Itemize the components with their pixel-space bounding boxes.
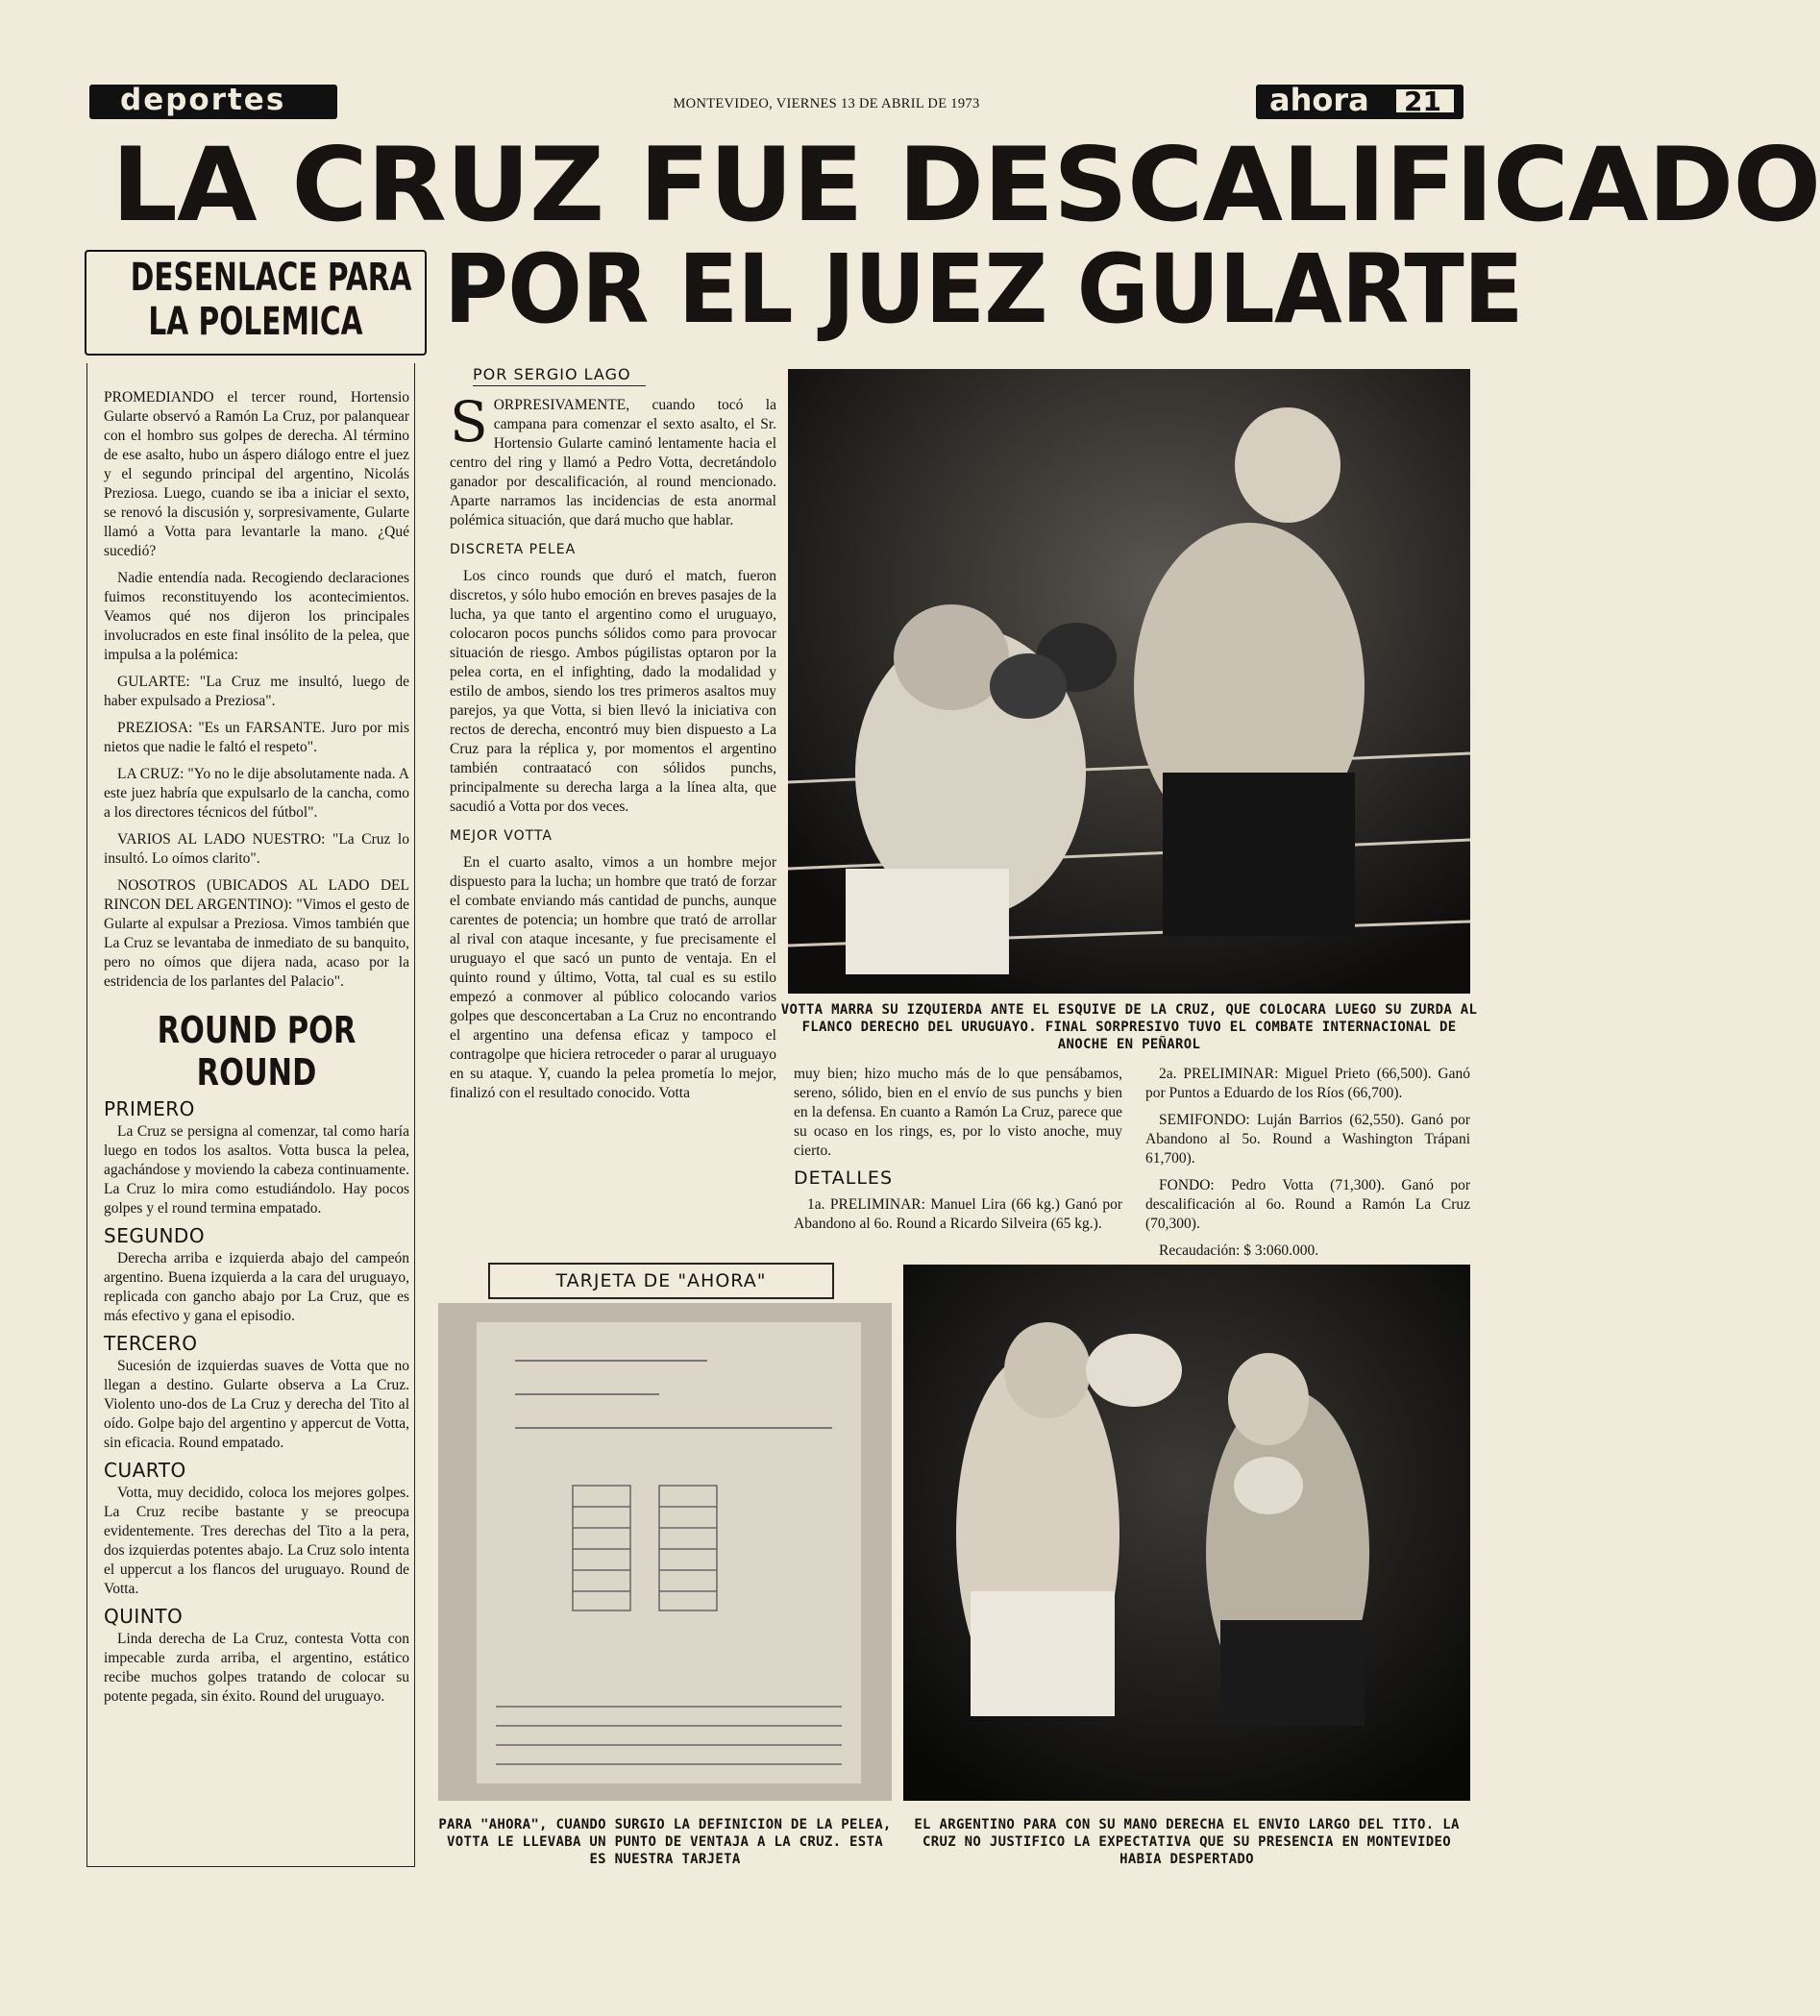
- boxing-photo-2: [903, 1265, 1470, 1801]
- detail-item: SEMIFONDO: Luján Barrios (62,550). Ganó por Abandono al 5o. Round a Washington Trápani 61,700).: [1145, 1112, 1470, 1167]
- sidebar-title-line-2: LA POLEMICA: [148, 300, 363, 344]
- scorecard-illustration: [438, 1303, 892, 1801]
- byline: POR SERGIO LAGO: [473, 365, 646, 386]
- page-number-box: [1394, 86, 1456, 117]
- page-number: 21: [1404, 86, 1441, 117]
- lead-paragraph: [450, 389, 776, 530]
- round-text: Votta, muy decidido, coloca los mejores golpes. La Cruz recibe bastante y se preocupa evidentemente. Tres derechas del Tito a la pera, dos izquierdas potentes abajo. La Cruz solo intenta el uppercut a los flancos del uruguayo. Round de Votta.: [104, 1485, 409, 1597]
- round-label: CUARTO: [104, 1459, 186, 1482]
- detail-item: Recaudación: $ 3:060.000.: [1159, 1242, 1319, 1259]
- scorecard-title-box: [488, 1263, 834, 1299]
- round-text: Derecha arriba e izquierda abajo del campeón argentino. Buena izquierda a la cara del uruguayo, replicada con gancho abajo por La Cruz, que es más efectivo y gana el episodio.: [104, 1250, 409, 1324]
- subhead-detalles: DETALLES: [794, 1168, 893, 1189]
- boxing-photo-1: [788, 369, 1470, 994]
- article-paragraph: muy bien; hizo mucho más de lo que pensábamos, sereno, sólido, bien en el envío de sus punchs y bien en la defensa. En cuanto a Ramón La Cruz, parece que su ocaso en los rings, es, por lo visto anoche, muy cierto.: [794, 1066, 1122, 1159]
- scorecard-caption: PARA "AHORA", CUANDO SURGIO LA DEFINICION DE LA PELEA, VOTTA LE LLEVABA UN PUNTO DE VENTAJA A LA CRUZ. ESTA ES NUESTRA TARJETA: [438, 1817, 892, 1867]
- headline-line-1: LA CRUZ FUE DESCALIFICADO: [111, 126, 1820, 245]
- round-title-line-2: ROUND: [196, 1051, 317, 1094]
- drop-cap: S: [450, 389, 488, 455]
- sidebar-paragraph: LA CRUZ: "Yo no le dije absolutamente nada. A este juez habría que expulsarlo de la cancha, como a los directores técnicos del fútbol".: [104, 766, 409, 821]
- subhead-mejor-votta: MEJOR VOTTA: [450, 828, 553, 844]
- round-label: QUINTO: [104, 1605, 184, 1628]
- photo-1-caption: VOTTA MARRA SU IZQUIERDA ANTE EL ESQUIVE DE LA CRUZ, QUE COLOCARA LUEGO SU ZURDA AL FLANCO DERECHO DEL URUGUAYO. FINAL SORPRESIVO TUVO EL COMBATE INTERNACIONAL DE ANOCHE EN PEÑAROL: [780, 1002, 1478, 1052]
- photo-2-caption: EL ARGENTINO PARA CON SU MANO DERECHA EL ENVIO LARGO DEL TITO. LA CRUZ NO JUSTIFICO LA EXPECTATIVA QUE SU PRESENCIA EN MONTEVIDEO HABIA DESPERTADO: [914, 1817, 1460, 1867]
- subhead-discreta-pelea: DISCRETA PELEA: [450, 542, 577, 557]
- dateline: MONTEVIDEO, VIERNES 13 DE ABRIL DE 1973: [673, 96, 980, 111]
- round-label: TERCERO: [104, 1332, 198, 1355]
- detail-item: 2a. PRELIMINAR: Miguel Prieto (66,500). Ganó por Puntos a Eduardo de los Ríos (66,700).: [1145, 1066, 1470, 1101]
- round-title-line-1: ROUND POR: [157, 1009, 357, 1051]
- boxing-photo-1-illustration: [788, 369, 1470, 994]
- section-tag: [89, 85, 337, 119]
- round-text: Linda derecha de La Cruz, contesta Votta con impecable zurda arriba, el argentino, estático recibe muchos golpes tratando de colocar su potente pegada, sin éxito. Round del uruguayo.: [104, 1631, 409, 1705]
- article-paragraph: En el cuarto asalto, vimos a un hombre mejor dispuesto para la lucha; un hombre que trató de forzar el combate enviando más cantidad de punchs, aunque carentes de potencia; un hombre que trató de arrollar al rival con ataque incesante, y fue precisamente el uruguayo el que sacó un punto de ventaja. En el quinto round y último, Votta, tal cual es su estilo empezó a conmover al público colocando varios golpes que desconcertaban a La Cruz no encontrando el argentino una defensa eficaz y tampoco el contragolpe que hiciera retroceder o parar al uruguayo en su ataque. Y, cuando la pelea prometía lo mejor, finalizó con el resultado conocido. Votta: [450, 854, 776, 1101]
- sidebar-paragraph: PREZIOSA: "Es un FARSANTE. Juro por mis nietos que nadie le faltó el respeto".: [104, 720, 409, 755]
- main-article: [450, 389, 776, 1111]
- sidebar-title-box: [85, 250, 427, 356]
- scorecard-photo: [438, 1303, 892, 1801]
- sidebar-title-line-1: DESENLACE PARA: [130, 256, 412, 300]
- sidebar-paragraph: PROMEDIANDO el tercer round, Hortensio Gularte observó a Ramón La Cruz, por palanquear con el hombro sus golpes de derecha. Al término de ese asalto, hubo un áspero diálogo entre el juez y el segundo principal del argentino, Nicolás Preziosa. Luego, cuando se iba a iniciar el sexto, se renovó la discusión y, sorpresivamente, Gularte llamó a Votta para levantarle la mano. ¿Qué sucedió?: [104, 389, 409, 559]
- sidebar-paragraph: Nadie entendía nada. Recogiendo declaraciones fuimos reconstituyendo los acontecimientos. Veamos qué nos dijeron los principales involucrados en este final insólito de la pelea, que impulsa a la polémica:: [104, 570, 409, 663]
- boxing-photo-2-illustration: [903, 1265, 1470, 1801]
- round-by-round-title: [135, 1009, 379, 1094]
- brand-logo: ahora: [1269, 82, 1369, 118]
- article-continued: [794, 1065, 1122, 1242]
- sidebar-paragraph: NOSOTROS (UBICADOS AL LADO DEL RINCON DEL ARGENTINO): "Vimos el gesto de Gularte al expulsar a Preziosa. Vimos también que La Cruz se levantaba de inmediato de su banquito, pero no oímos que dijera nada, acaso por la estridencia de los parlantes del Palacio".: [104, 877, 409, 990]
- sidebar-paragraph: GULARTE: "La Cruz me insultó, luego de haber expulsado a Preziosa".: [104, 674, 409, 709]
- headline-line-2: POR EL JUEZ GULARTE: [444, 234, 1523, 346]
- sidebar-paragraph: VARIOS AL LADO NUESTRO: "La Cruz lo insultó. Lo oímos clarito".: [104, 831, 409, 867]
- sidebar-text: [104, 388, 409, 1714]
- round-text: La Cruz se persigna al comenzar, tal como haría luego en todos los asaltos. Votta busca la pelea, agachándose y moviendo la cabeza continuamente. La Cruz lo mira como estudiándolo. Hay pocos golpes y el round termina empatado.: [104, 1123, 409, 1217]
- details-column: [1145, 1065, 1470, 1268]
- round-text: Sucesión de izquierdas suaves de Votta que no llegan a destino. Gularte observa a La Cruz. Violento uno-dos de La Cruz y derecha del Tito al oído. Golpe bajo del argentino y appercut de Votta, sin eficacia. Round empatado.: [104, 1358, 409, 1451]
- section-label: deportes: [120, 83, 286, 117]
- round-label: PRIMERO: [104, 1097, 195, 1120]
- detail-item: 1a. PRELIMINAR: Manuel Lira (66 kg.) Ganó por Abandono al 6o. Round a Ricardo Silveira (65 kg.).: [794, 1196, 1122, 1232]
- scorecard-title: TARJETA DE "AHORA": [555, 1270, 767, 1291]
- article-paragraph: Los cinco rounds que duró el match, fueron discretos, y sólo hubo emoción en breves pasajes de la lucha, ya que tanto el argentino como el uruguayo, colocaron pocos punchs sólidos como para provocar situación de riesgo. Ambos púgilistas optaron por la pelea corta, en el infighting, dado la modalidad y estilo de ambos, siendo los tres primeros asaltos muy parejos, ya que Votta, si bien llevó la iniciativa con rectos de derecha, encontró muy bien dispuesto a La Cruz para la réplica y, por momentos el argentino también contraatacó con sólidos punchs, principalmente su derecha larga a la línea alta, que sacudió a Votta por dos veces.: [450, 568, 776, 815]
- round-label: SEGUNDO: [104, 1224, 206, 1247]
- lead-text: ORPRESIVAMENTE, cuando tocó la campana para comenzar el sexto asalto, el Sr. Hortensio Gularte caminó lentamente hacia el centro del ring y llamó a Pedro Votta, decretándolo ganador por descalificación, al round mencionado. Aparte narramos las incidencias de esta anormal polémica situación, que dará mucho que hablar.: [450, 397, 776, 529]
- brand-tag: [1256, 82, 1463, 119]
- detail-item: FONDO: Pedro Votta (71,300). Ganó por descalificación al 6o. Round a Ramón La Cruz (70,300).: [1145, 1177, 1470, 1232]
